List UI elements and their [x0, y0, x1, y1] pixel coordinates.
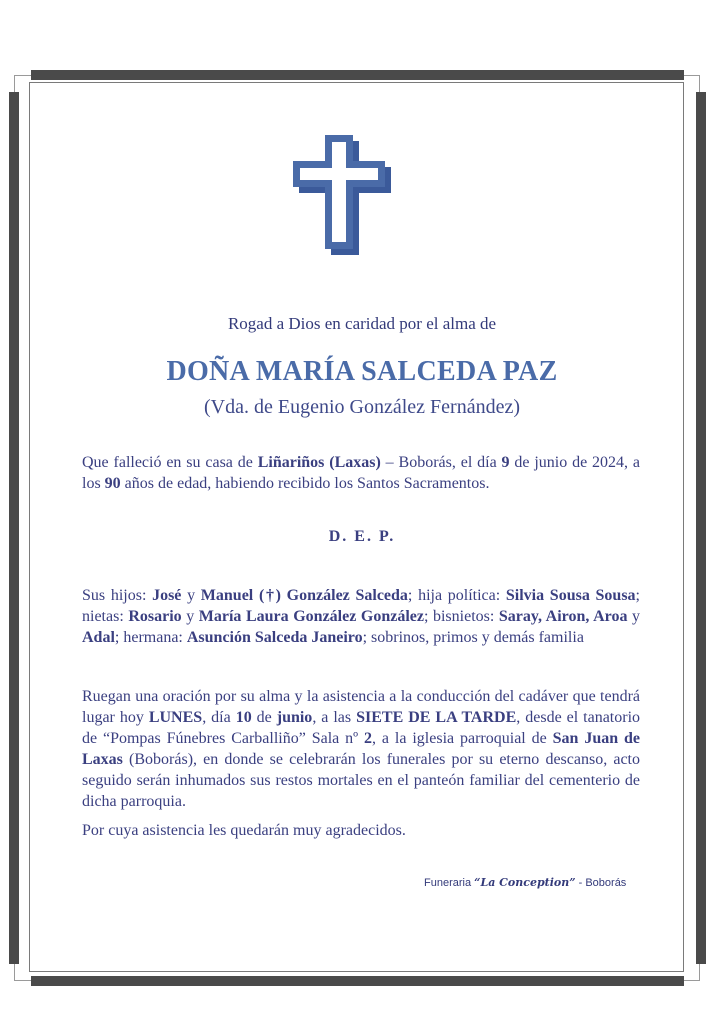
family-paragraph: Sus hijos: José y Manuel (†) González Salceda; hija política: Silvia Sousa Sousa; nietas: Rosario y María Laura González González; bisnietos: Saray, Airon, Aroa y Adal; hermana: Asunción Salceda Janeiro; sobrinos, primos y demás familia	[82, 587, 641, 646]
funeral-home-brand: “La Conception”	[474, 876, 576, 889]
funeral-weekday: LUNES	[148, 709, 203, 726]
funeral-time: SIETE DE LA TARDE	[356, 709, 517, 726]
thanks-line: Por cuya asistencia les quedarán muy agradecidos.	[82, 822, 406, 839]
death-notice-paragraph: Que falleció en su casa de Liñariños (Laxas) – Boborás, el día 9 de junio de 2024, a los 90 años de edad, habiendo recibido los Santos Sacramentos.	[82, 454, 641, 492]
dep-line: D. E. P.	[328, 528, 396, 545]
great-grandchildren-names: Saray, Airon, Aroa	[498, 608, 628, 625]
deceased-name: DOÑA MARÍA SALCEDA PAZ	[166, 356, 558, 387]
frame-bottom-bar	[31, 976, 684, 986]
death-day: 9	[501, 454, 510, 471]
widow-of-line: (Vda. de Eugenio González Fernández)	[204, 396, 520, 418]
granddaughter-name: Rosario	[128, 608, 182, 625]
prayer-line: Rogad a Dios en caridad por el alma de	[227, 314, 497, 333]
church-name: San Juan de Laxas	[82, 730, 641, 768]
latin-cross-icon	[293, 131, 397, 257]
funeral-room: 2	[364, 730, 373, 747]
funeral-paragraph: Ruegan una oración por su alma y la asistencia a la conducción del cadáver que tendrá lugar hoy LUNES, día 10 de junio, a las SIETE DE LA TARDE, desde el tanatorio de “Pompas Fúnebres Carballiño” Sala nº 2, a la iglesia parroquial de San Juan de Laxas (Boborás), en donde se celebrarán los funerales por su eterno descanso, acto seguido serán inhumados sus restos mortales en el panteón familiar del cementerio de dicha parroquia.	[82, 688, 641, 810]
son-name: Manuel (†) González Salceda	[200, 587, 408, 604]
death-age: 90	[104, 475, 121, 492]
granddaughter-name: María Laura González González	[198, 608, 424, 625]
frame-top-bar	[31, 70, 684, 80]
daughter-in-law-name: Silvia Sousa Sousa	[505, 587, 636, 604]
sister-name: Asunción Salceda Janeiro	[186, 629, 363, 646]
funeral-home-signature: Funeraria “La Conception” - Boborás	[424, 876, 627, 889]
son-name: José	[152, 587, 182, 604]
funeral-month: junio	[276, 709, 313, 726]
death-place: Liñariños (Laxas)	[257, 454, 381, 471]
funeral-day: 10	[235, 709, 252, 726]
great-grandchild-name: Adal	[82, 629, 115, 646]
